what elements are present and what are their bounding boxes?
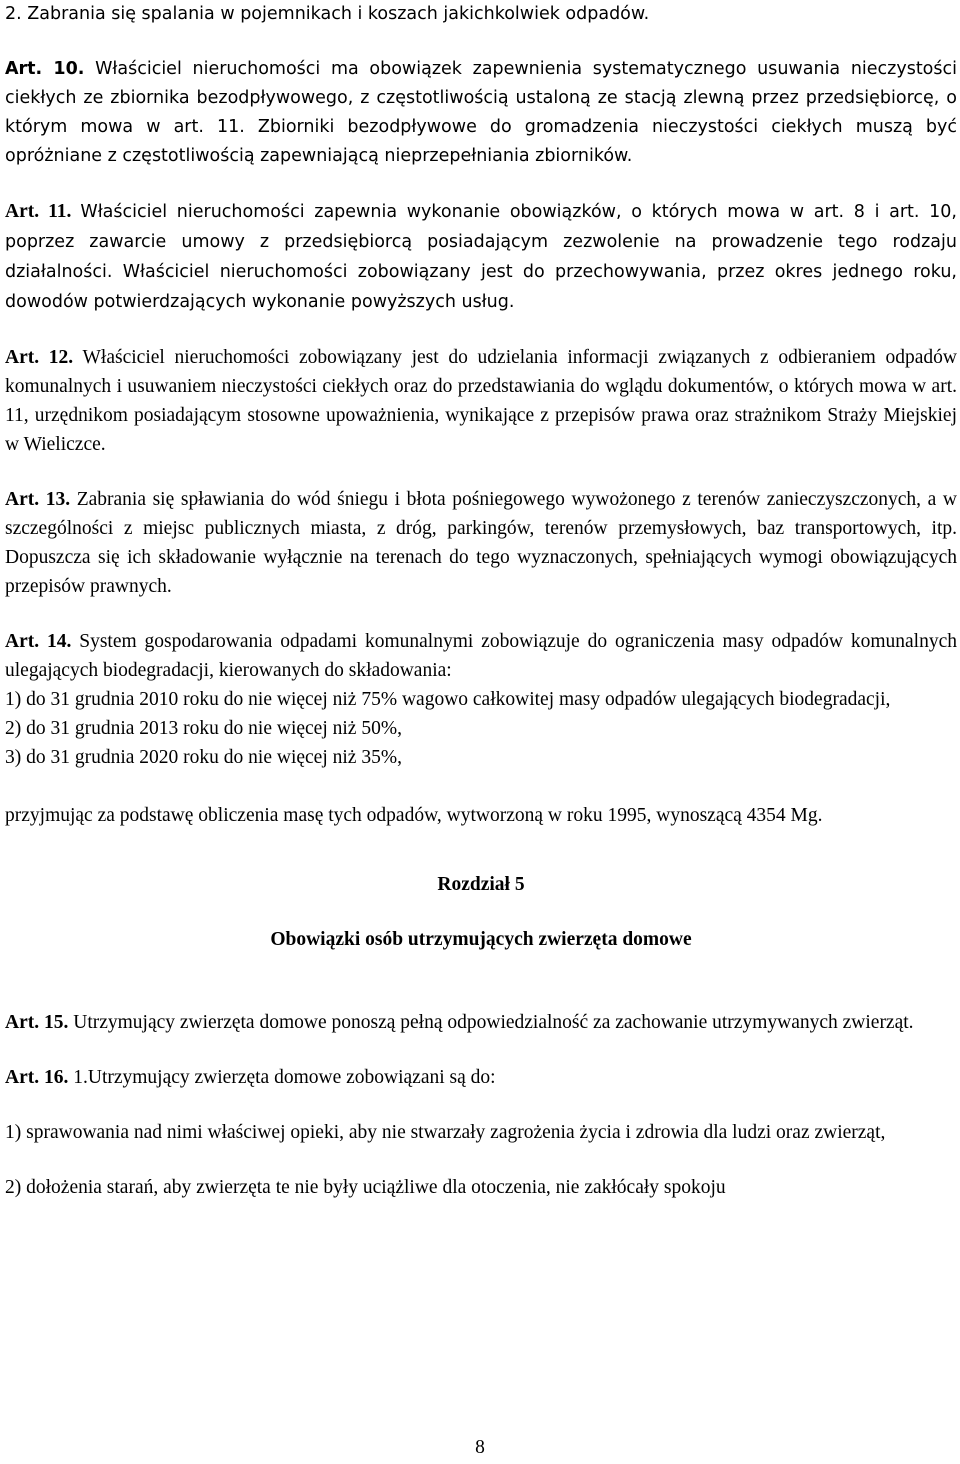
- article-16-label: Art. 16.: [5, 1067, 69, 1088]
- article-12-text: Właściciel nieruchomości zobowiązany jest do udzielania informacji związanych z odbieraniem odpadów komunalnych i usuwaniem nieczystości ciekłych oraz do przedstawiania do wglądu dokumentów, o których mowa w art. 11, urzędnikom posiadającym stosowne upoważnienia, wynikające z przepisów prawa oraz strażnikom Straży Miejskiej w Wieliczce.: [5, 347, 957, 455]
- document-page: [5, 0, 957, 1202]
- article-11-text: Właściciel nieruchomości zapewnia wykonanie obowiązków, o których mowa w art. 8 i art. 10, poprzez zawarcie umowy z przedsiębiorcą posiadającym zezwolenie na prowadzenie tego rodzaju działalności. Właściciel nieruchomości zobowiązany jest do przechowywania, przez okres jednego roku, dowodów potwierdzających wykonanie powyższych usług.: [5, 202, 957, 312]
- article-12-label: Art. 12.: [5, 347, 74, 368]
- article-16: [5, 1063, 957, 1092]
- article-16-item-2: 2) dołożenia starań, aby zwierzęta te nie były uciążliwe dla otoczenia, nie zakłócały spokoju: [5, 1177, 726, 1198]
- chapter-title: Obowiązki osób utrzymujących zwierzęta domowe: [270, 929, 692, 950]
- article-15-label: Art. 15.: [5, 1012, 69, 1033]
- paragraph-intro: 2. Zabrania się spalania w pojemnikach i koszach jakichkolwiek odpadów.: [5, 4, 650, 24]
- article-13-text: Zabrania się spławiania do wód śniegu i błota pośniegowego wywożonego z terenów zanieczyszczonych, a w szczególności z miejsc publicznych miasta, z dróg, parkingów, terenów przemysłowych, baz transportowych, itp. Dopuszcza się ich składowanie wyłącznie na terenach do tego wyznaczonych, spełniających wymogi obowiązujących przepisów prawnych.: [5, 489, 958, 597]
- article-10: [5, 55, 957, 171]
- article-14-label: Art. 14.: [5, 631, 72, 652]
- chapter-number: Rozdział 5: [437, 874, 525, 895]
- page-number: 8: [475, 1437, 485, 1458]
- article-14: [5, 627, 957, 685]
- article-15-text: Utrzymujący zwierzęta domowe ponoszą pełną odpowiedzialność za zachowanie utrzymywanych zwierząt.: [73, 1012, 914, 1033]
- article-16-text: 1.Utrzymujący zwierzęta domowe zobowiązani są do:: [73, 1067, 496, 1088]
- article-11: [5, 197, 957, 317]
- article-16-item-1: 1) sprawowania nad nimi właściwej opieki, aby nie stwarzały zagrożenia życia i zdrowia dla ludzi oraz zwierząt,: [5, 1122, 886, 1143]
- article-14-closing: przyjmując za podstawę obliczenia masę tych odpadów, wytworzoną w roku 1995, wynoszącą 4354 Mg.: [5, 805, 823, 826]
- article-10-text: Właściciel nieruchomości ma obowiązek zapewnienia systematycznego usuwania nieczystości ciekłych ze zbiornika bezodpływowego, z częstotliwością ustaloną ze stacją zlewną przez przedsiębiorcę, o którym mowa w art. 11. Zbiorniki bezodpływowe do gromadzenia nieczystości ciekłych muszą być opróżniane z częstotliwością zapewniającą nieprzepełniania zbiorników.: [5, 59, 957, 166]
- article-15: [5, 1008, 957, 1037]
- article-10-label: Art. 10.: [5, 59, 85, 79]
- article-11-label: Art. 11.: [5, 201, 72, 222]
- article-14-text: System gospodarowania odpadami komunalnymi zobowiązuje do ograniczenia masy odpadów komunalnych ulegających biodegradacji, kierowanych do składowania:: [5, 631, 957, 681]
- article-13-label: Art. 13.: [5, 489, 71, 510]
- article-13: [5, 485, 957, 601]
- article-14-item-3: 3) do 31 grudnia 2020 roku do nie więcej niż 35%,: [5, 747, 402, 768]
- article-12: [5, 343, 957, 459]
- article-14-item-2: 2) do 31 grudnia 2013 roku do nie więcej niż 50%,: [5, 718, 402, 739]
- article-14-item-1: 1) do 31 grudnia 2010 roku do nie więcej niż 75% wagowo całkowitej masy odpadów ulegających biodegradacji,: [5, 689, 891, 710]
